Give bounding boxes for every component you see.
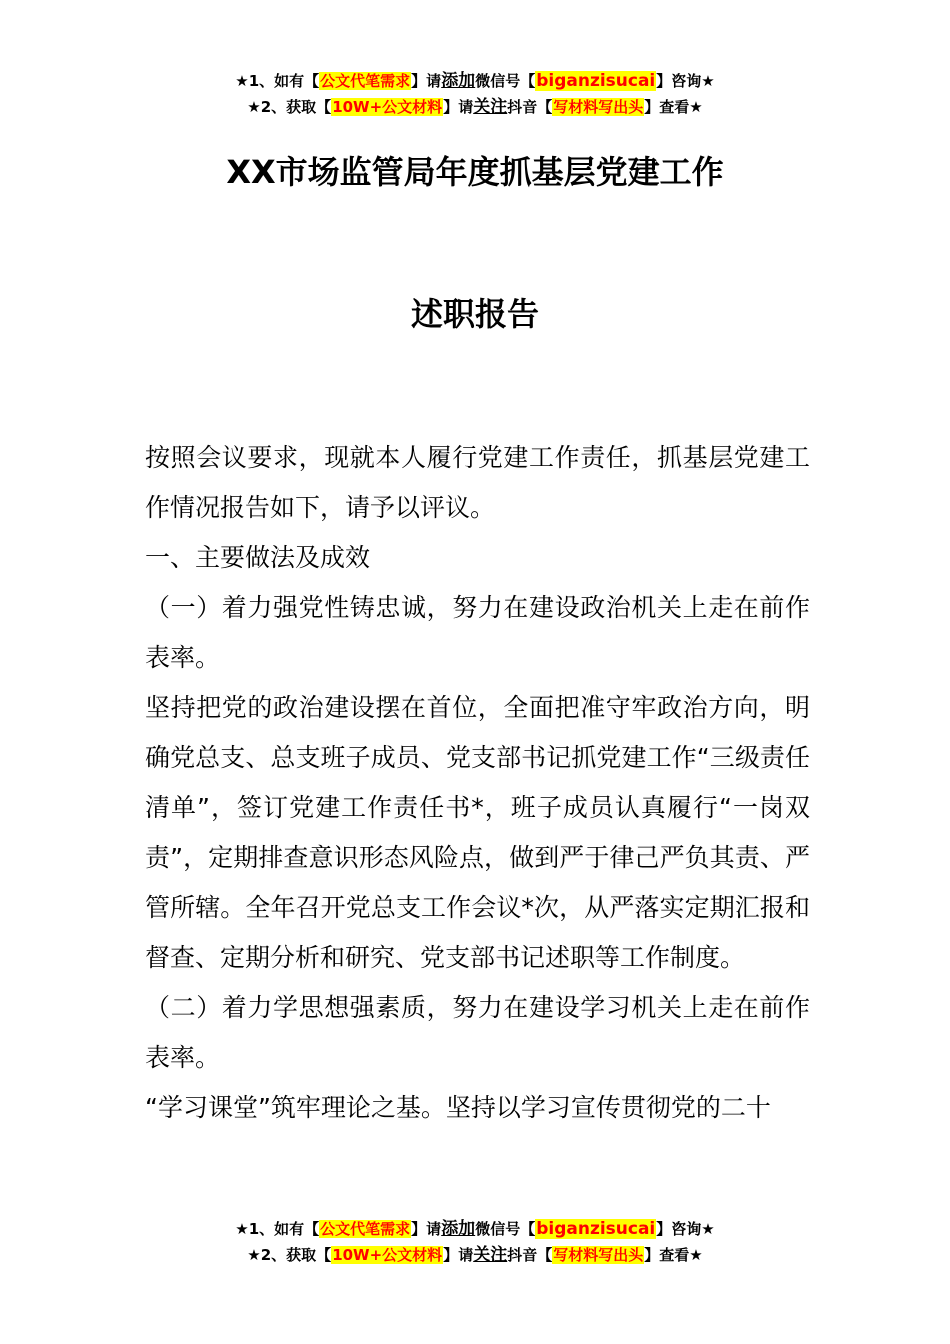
banner-emphasis: 添加 [441,1219,476,1239]
paragraph: “学习课堂”筑牢理论之基。坚持以学习宣传贯彻党的二十 [145,1093,771,1122]
document-body [145,433,810,1133]
banner-line-1: ★1、如有【公文代笔需求】请添加微信号【biganzisucai】咨询★ [235,1219,715,1239]
banner-line-2: ★2、获取【10W+公文材料】请关注抖音【写材料写出头】查看★ [247,1245,703,1265]
banner-douyin-id: 写材料写出头 [553,98,644,116]
paragraph: 坚持把党的政治建设摆在首位，全面把准守牢政治方向，明确党总支、总支班子成员、党支部书记抓党建工作“三级责任清单”，签订党建工作责任书*，班子成员认真履行“一岗双责”，定期排查意识形态风险点，做到严于律己严负其责、严管所辖。全年召开党总支工作会议*次，从严落实定期汇报和督查、定期分析和研究、党支部书记述职等工作制度。 [145,693,810,972]
document-title: XX市场监管局年度抓基层党建工作 [226,153,724,191]
banner-highlight: 公文代笔需求 [320,72,411,90]
banner-emphasis: 关注 [473,97,508,117]
banner-douyin-id: 写材料写出头 [553,1246,644,1264]
subsection-heading: （二）着力学思想强素质，努力在建设学习机关上走在前作表率。 [145,993,810,1072]
banner-highlight: 公文代笔需求 [320,1220,411,1238]
banner-highlight: 10W+公文材料 [332,98,443,116]
top-banner [0,68,950,120]
banner-highlight: 10W+公文材料 [332,1246,443,1264]
bottom-banner [0,1216,950,1268]
document-subtitle: 述职报告 [410,295,539,333]
banner-emphasis: 关注 [473,1245,508,1265]
paragraph-intro: 按照会议要求，现就本人履行党建工作责任，抓基层党建工作情况报告如下，请予以评议。 [145,443,810,522]
subsection-heading: （一）着力强党性铸忠诚，努力在建设政治机关上走在前作表率。 [145,593,810,672]
banner-emphasis: 添加 [441,71,476,91]
banner-wechat-id: biganzisucai [536,71,656,91]
section-heading: 一、主要做法及成效 [145,543,371,572]
banner-line-2: ★2、获取【10W+公文材料】请关注抖音【写材料写出头】查看★ [247,97,703,117]
banner-wechat-id: biganzisucai [536,1219,656,1239]
banner-line-1: ★1、如有【公文代笔需求】请添加微信号【biganzisucai】咨询★ [235,71,715,91]
